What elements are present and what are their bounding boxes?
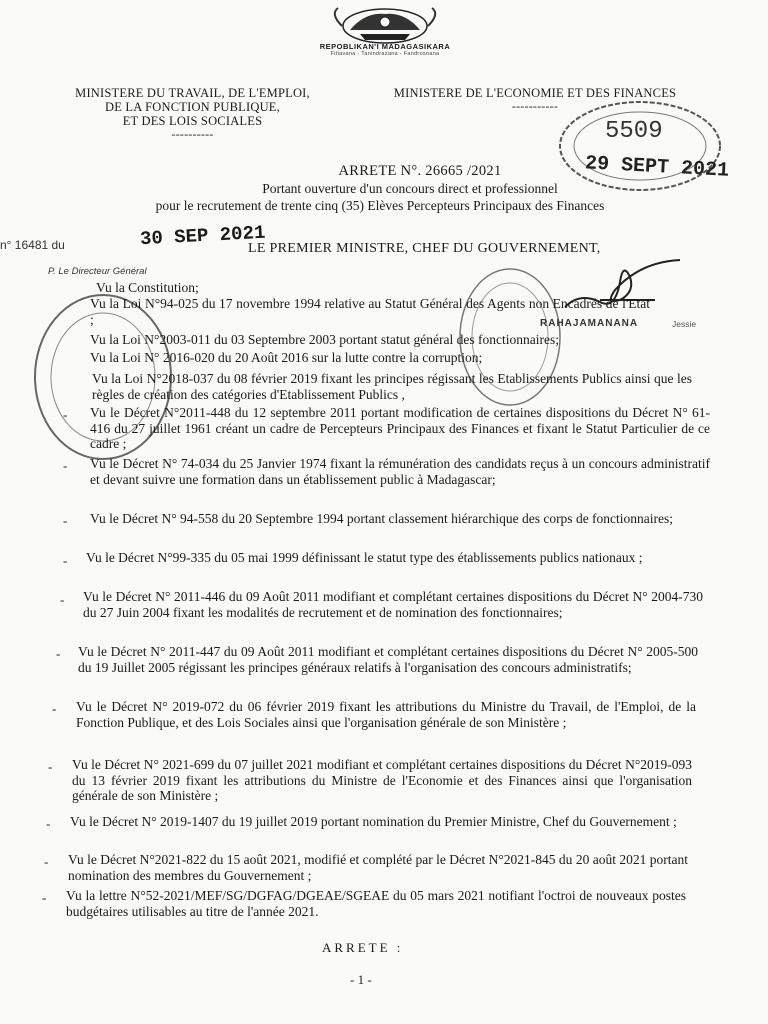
bullet-dash: - [52, 701, 57, 716]
consideration-item: Vu le Décret N° 74-034 du 25 Janvier 1974 fixant la rémunération des candidats reçus à un concours administratif et devant suivre une formation dans un établissement public à Madagascar; [90, 456, 710, 487]
ministry-labor [55, 86, 330, 140]
republic-motto: Fitiavana - Tanindrazana - Fandrosoana [330, 51, 440, 57]
bullet-dash: - [46, 816, 51, 831]
bullet-dash: - [63, 407, 68, 422]
ministry-labor-line-2: DE LA FONCTION PUBLIQUE, [105, 100, 280, 114]
arrete-heading: ARRETE : [322, 940, 404, 955]
consideration-item: Vu le Décret N° 2021-699 du 07 juillet 2021 modifiant et complétant certaines dispositions du Décret N°2019-093 du 13 février 2019 fixant les attributions du Ministre de l'Economie et des Finances ainsi que l'organisation générale de son Ministère ; [72, 757, 692, 803]
registration-reference: n° 16481 du [0, 238, 65, 252]
consideration-item: Vu la Loi N°94-025 du 17 novembre 1994 relative au Statut Général des Agents non Encadrés de l'Etat ; [90, 296, 650, 327]
arrete-number: ARRETE N°. 26665 /2021 [338, 163, 502, 179]
bullet-dash: - [63, 458, 68, 473]
consideration-item: Vu la Loi N° 2016-020 du 20 Août 2016 sur la lutte contre la corruption; [90, 350, 483, 365]
consideration-item: Vu le Décret N° 2019-072 du 06 février 2019 fixant les attributions du Ministre du Travail, de l'Emploi, de la Fonction Publique, et des Lois Sociales ainsi que l'organisation générale de son Ministère ; [76, 699, 696, 730]
republic-name: REPOBLIKAN'I MADAGASIKARA [319, 42, 451, 51]
consideration-item: Vu le Décret N°99-335 du 05 mai 1999 définissant le statut type des établissements publics nationaux ; [86, 550, 643, 565]
ministry-economy-separator: ----------- [511, 99, 559, 113]
consideration-item: Vu le Décret N° 2019-1407 du 19 juillet 2019 portant nomination du Premier Ministre, Chef du Gouvernement ; [70, 814, 677, 829]
consideration-item: Vu le Décret N° 2011-447 du 09 Août 2011 modifiant et complétant certaines dispositions du Décret N° 2005-500 du 19 Juillet 2005 régissant les principes généraux relatifs à l'organisation des concours administratifs; [78, 644, 698, 675]
consideration-item: Vu la Constitution; [96, 280, 199, 295]
bullet-dash: - [42, 890, 47, 905]
consideration-item: Vu la lettre N°52-2021/MEF/SG/DGFAG/DGEAE/SGEAE du 05 mars 2021 notifiant l'octroi de nouveaux postes budgétaires utilisables au titre de l'année 2021. [66, 888, 686, 919]
consideration-item: Vu le Décret N° 2011-446 du 09 Août 2011 modifiant et complétant certaines dispositions du Décret N° 2004-730 du 27 Juin 2004 fixant les modalités de recrutement et de nomination des fonctionnaires; [83, 589, 703, 620]
ministry-labor-line-3: ET DES LOIS SOCIALES [122, 114, 263, 128]
subtitle-line-2: pour le recrutement de trente cinq (35) Elèves Percepteurs Principaux des Finances [155, 198, 605, 213]
ministry-labor-line-1: MINISTERE DU TRAVAIL, DE L'EMPLOI, [75, 86, 310, 100]
consideration-item: Vu le Décret N°2011-448 du 12 septembre 2011 portant modification de certaines dispositions du Décret N° 61-416 du 27 juillet 1961 créant un cadre de Percepteurs Principaux des Finances et fixant le Statut Particulier de ce cadre ; [90, 405, 710, 451]
registry-number: 5509 [605, 118, 663, 145]
bullet-dash: - [56, 646, 61, 661]
bullet-dash: - [63, 513, 68, 528]
consideration-item: Vu la Loi N°2003-011 du 03 Septembre 2003 portant statut général des fonctionnaires; [90, 332, 559, 347]
bullet-dash: - [63, 553, 68, 568]
signatory-name: RAHAJAMANANA [540, 318, 639, 329]
bullet-dash: - [44, 854, 49, 869]
emblem-logo [320, 4, 450, 46]
consideration-item: Vu le Décret N° 94-558 du 20 Septembre 1994 portant classement hiérarchique des corps de fonctionnaires; [90, 511, 674, 526]
director-general-label: P. Le Directeur Général [48, 266, 147, 277]
bullet-dash: - [60, 592, 65, 607]
consideration-item: Vu le Décret N°2021-822 du 15 août 2021, modifié et complété par le Décret N°2021-845 du 20 août 2021 portant nomination des membres du Gouvernement ; [68, 852, 688, 883]
ministry-labor-separator: ---------- [171, 127, 214, 141]
consideration-item: Vu la Loi N°2018-037 du 08 février 2019 fixant les principes régissant les Etablissements Publics ainsi que les règles de création des catégories d'Etablissement Publics , [92, 371, 692, 402]
page-number: - 1 - [350, 972, 372, 987]
registry-date: 29 SEPT 2021 [584, 152, 730, 183]
bullet-dash: - [48, 759, 53, 774]
prime-minister-heading: LE PREMIER MINISTRE, CHEF DU GOUVERNEMENT, [248, 241, 601, 256]
signatory-title: Jessie [672, 319, 697, 329]
received-date: 30 SEP 2021 [139, 221, 266, 251]
subtitle-line-1: Portant ouverture d'un concours direct et professionnel [262, 181, 558, 196]
ministry-economy-line: MINISTERE DE L'ECONOMIE ET DES FINANCES [393, 86, 677, 100]
